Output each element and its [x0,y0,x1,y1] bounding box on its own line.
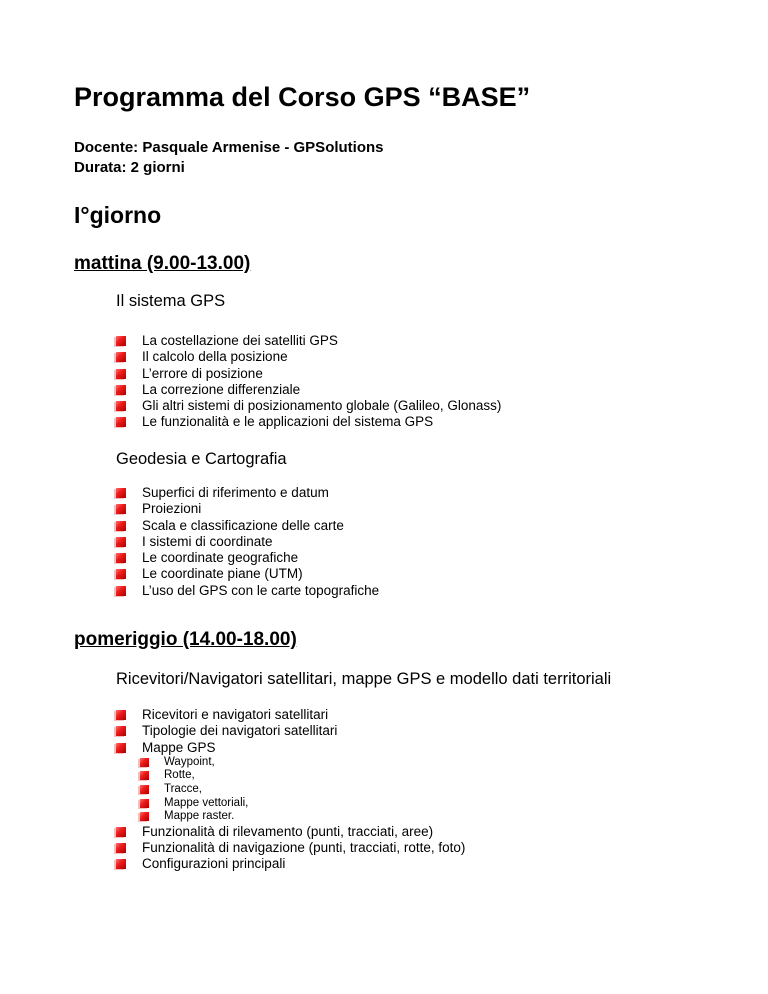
bullet-icon [116,401,126,411]
list-item-label: Le coordinate geografiche [142,550,299,566]
bullet-icon [116,843,126,853]
sublist-item-label: Tracce, [164,783,202,796]
gps-maps-sublist [116,756,465,824]
bullet-icon [116,586,126,596]
list-item [116,707,465,723]
geodesy-list [116,485,379,599]
list-item-label: Funzionalità di rilevamento (punti, tracciati, aree) [142,823,434,839]
list-item-label: La costellazione dei satelliti GPS [142,333,338,348]
list-item [116,723,465,739]
sublist-item-label: Waypoint, [164,755,215,768]
bullet-icon [116,385,126,395]
list-item [116,534,379,550]
list-item [116,824,465,840]
list-item-label: Il calcolo della posizione [142,349,288,365]
bullet-icon [116,336,126,346]
bullet-icon [140,785,149,794]
gps-system-list [116,333,501,431]
bullet-icon [116,726,126,736]
bullet-icon [116,569,126,579]
bullet-icon [140,758,149,767]
topic-receivers: Ricevitori/Navigatori satellitari, mappe GPS e modello dati territoriali [116,670,612,688]
list-item [116,414,501,430]
list-item-label: Ricevitori e navigatori satellitari [142,707,329,722]
list-item [116,333,501,349]
list-item [116,840,465,856]
sublist-item [116,769,465,783]
list-item-label: L’uso del GPS con le carte topografiche [142,582,380,598]
bullet-icon [116,537,126,547]
bullet-icon [116,710,126,720]
sublist-item-label: Rotte, [164,769,195,782]
bullet-icon [140,799,149,808]
list-item-label: I sistemi di coordinate [142,533,273,549]
sublist-item-label: Mappe vettoriali, [164,796,249,809]
sublist-item [116,797,465,811]
list-item-label: Configurazioni principali [142,856,286,872]
bullet-icon [116,417,126,427]
list-item [116,550,379,566]
list-item [116,382,501,398]
list-item [116,856,465,872]
list-item-label: Scala e classificazione delle carte [142,517,344,533]
bullet-icon [116,352,126,362]
topic-gps-system: Il sistema GPS [116,292,226,310]
day-heading: I°giorno [74,202,162,228]
list-item [116,501,379,517]
list-item-label: Le funzionalità e le applicazioni del sistema GPS [142,414,434,430]
list-item-label: Le coordinate piane (UTM) [142,566,303,582]
bullet-icon [116,827,126,837]
list-item-label: Tipologie dei navigatori satellitari [142,723,338,739]
sublist-item-label: Mappe raster. [164,810,235,823]
list-item-label: Proiezioni [142,501,202,517]
sublist-item [116,756,465,770]
bullet-icon [116,369,126,379]
document-title: Programma del Corso GPS “BASE” [74,82,531,112]
bullet-icon [116,743,126,753]
morning-heading: mattina (9.00-13.00) [74,253,251,274]
list-item [116,398,501,414]
sublist-container [116,756,465,824]
list-item-label: Funzionalità di navigazione (punti, tracciati, rotte, foto) [142,840,466,856]
list-item [116,349,501,365]
list-item-label: Superfici di riferimento e datum [142,485,329,500]
receivers-list [116,707,465,873]
list-item [116,566,379,582]
sublist-item [116,783,465,797]
topic-geodesy: Geodesia e Cartografia [116,450,287,468]
list-item [116,366,501,382]
duration-line: Durata: 2 giorni [74,159,185,176]
list-item [116,485,379,501]
afternoon-heading: pomeriggio (14.00-18.00) [74,629,297,650]
course-meta [74,138,384,178]
list-item [116,740,465,756]
bullet-icon [140,771,149,780]
list-item-label: Mappe GPS [142,739,216,755]
list-item-label: La correzione differenziale [142,381,301,397]
list-item-label: Gli altri sistemi di posizionamento globale (Galileo, Glonass) [142,398,502,414]
bullet-icon [140,812,149,821]
list-item-label: L’errore di posizione [142,365,263,381]
bullet-icon [116,553,126,563]
list-item [116,518,379,534]
bullet-icon [116,859,126,869]
bullet-icon [116,521,126,531]
sublist-item [116,810,465,824]
bullet-icon [116,488,126,498]
bullet-icon [116,504,126,514]
list-item [116,583,379,599]
teacher-line: Docente: Pasquale Armenise - GPSolutions [74,139,384,156]
